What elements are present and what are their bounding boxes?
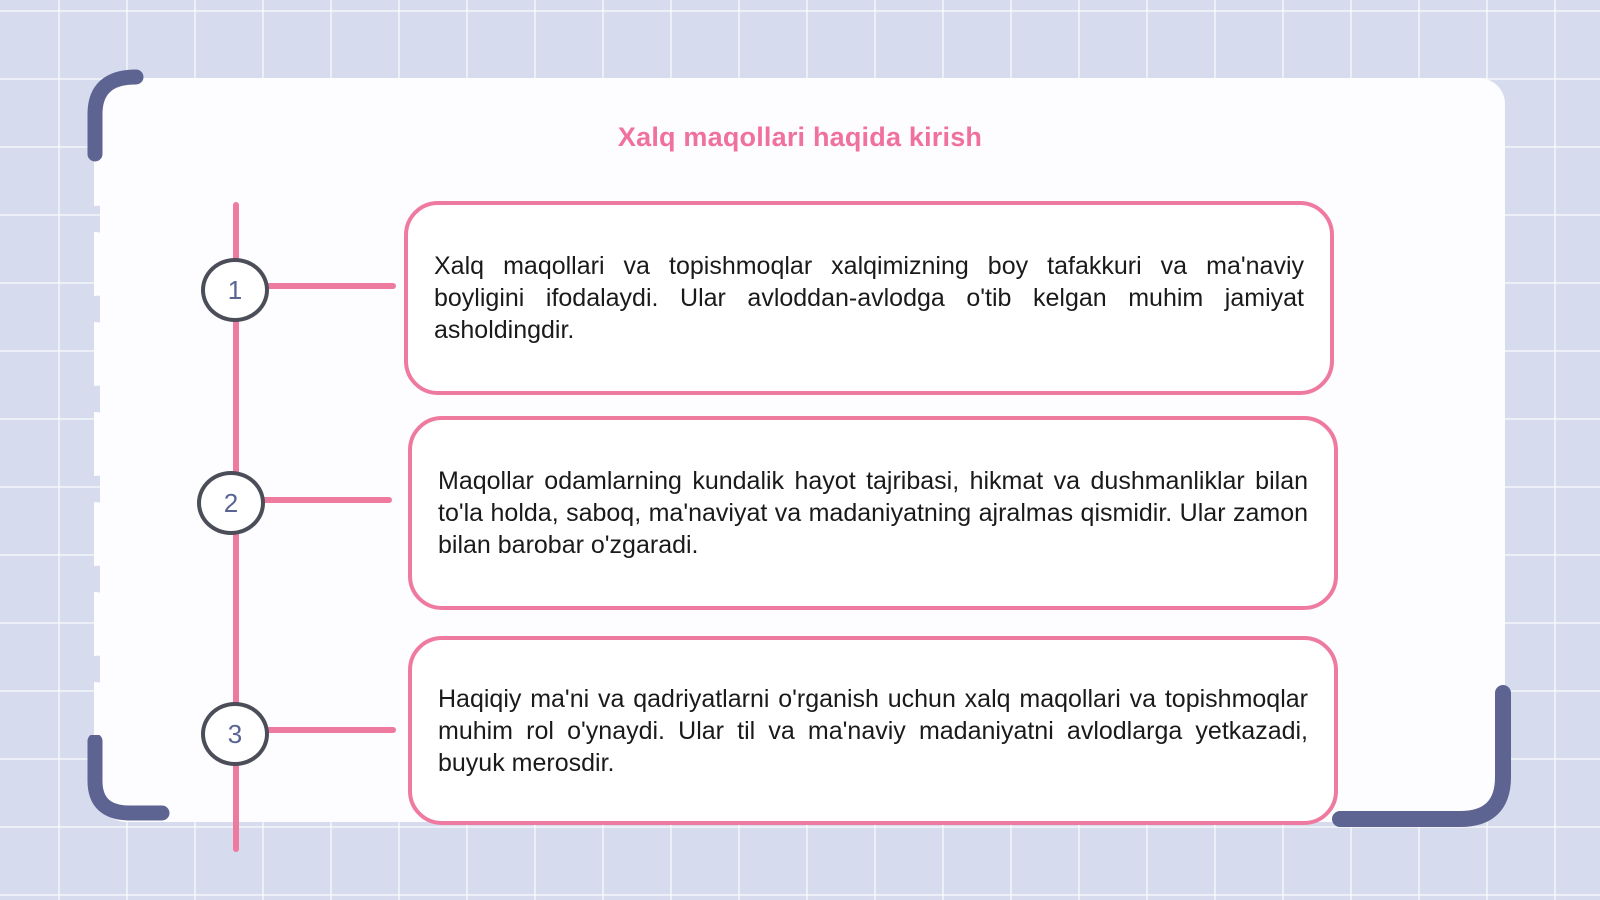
slide-title: Xalq maqollari haqida kirish (617, 122, 983, 152)
timeline-item-text: Maqollar odamlarning kundalik hayot tajribasi, hikmat va dushmanliklar bilan to'la holda, saboq, ma'naviyat va madaniyatning ajralmas qismidir. Ular zamon bilan barobar o'zgaradi. (438, 467, 1308, 559)
step-number-3: 3 (201, 702, 269, 766)
timeline-item-box-2 (408, 416, 1338, 610)
timeline-item-text: Haqiqiy ma'ni va qadriyatlarni o'rganish uchun xalq maqollari va topishmoqlar muhim rol o'ynaydi. Ular til va ma'naviy madaniyatni avlodlarga yetkazadi, buyuk merosdir. (438, 684, 1308, 777)
timeline-connector (266, 283, 396, 289)
corner-bracket-bottom-left (86, 735, 176, 830)
step-number-2: 2 (197, 471, 265, 535)
timeline-item-box-1 (404, 201, 1334, 395)
timeline-item-text: Xalq maqollari va topishmoqlar xalqimizning boy tafakkuri va ma'naviy boyligini ifodalaydi. Ular avloddan-avlodga o'tib kelgan muhim jamiyat asholdingdir. (434, 252, 1304, 344)
timeline-connector (262, 497, 392, 503)
timeline-item-box-3 (408, 636, 1338, 825)
step-number-1: 1 (201, 258, 269, 322)
timeline-connector (266, 727, 396, 733)
corner-bracket-bottom-right (1330, 685, 1520, 830)
